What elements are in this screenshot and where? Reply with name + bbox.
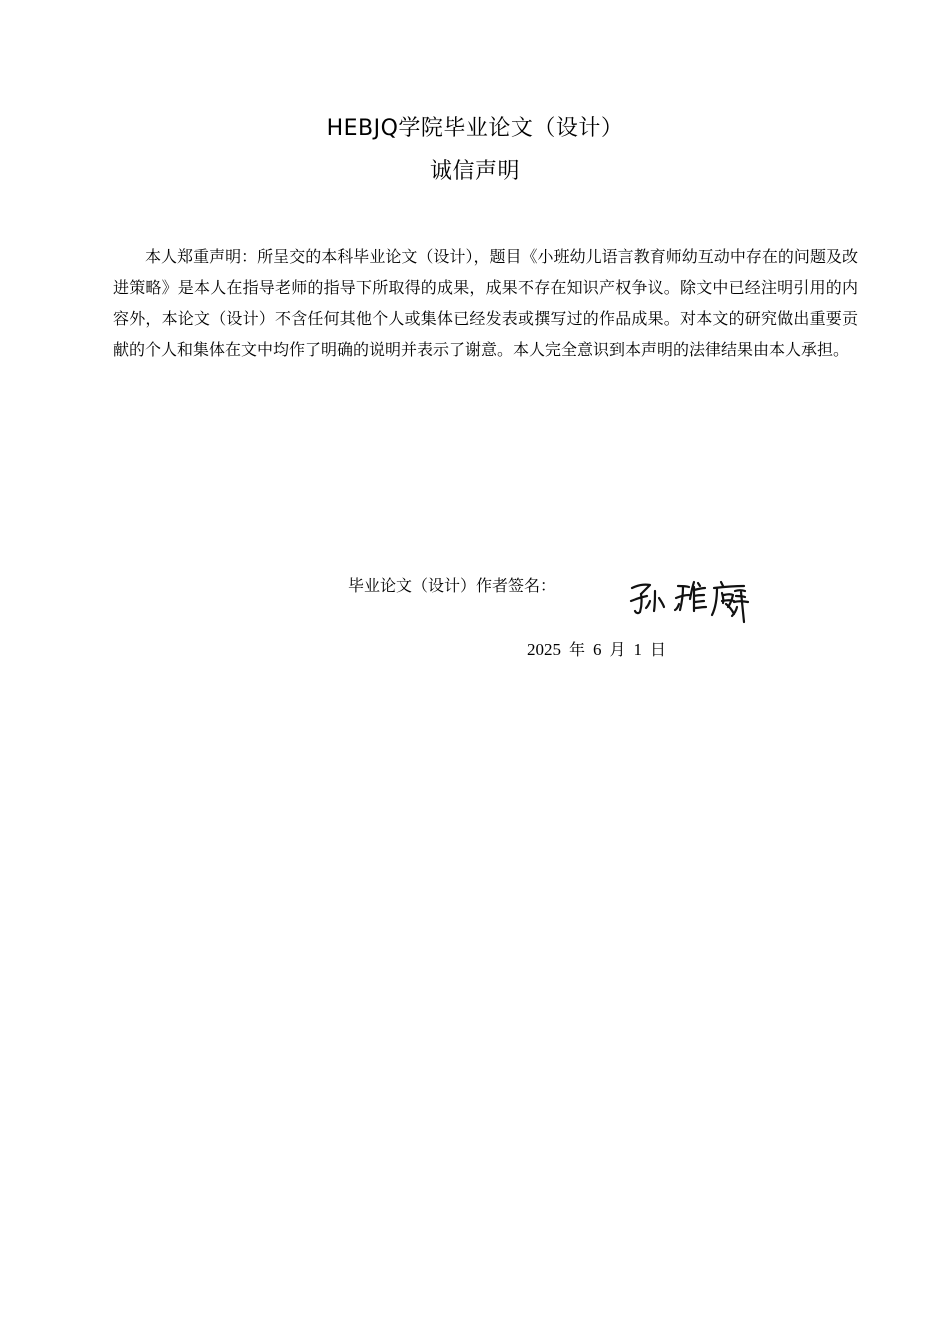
handwritten-signature (628, 574, 762, 626)
date-year: 2025 (527, 640, 561, 659)
document-title: HEBJQ学院毕业论文（设计） (326, 116, 624, 141)
signing-date (527, 636, 666, 664)
date-month: 6 (593, 640, 602, 659)
declaration-paragraph: 本人郑重声明：所呈交的本科毕业论文（设计），题目《小班幼儿语言教育师幼互动中存在的问题及改进策略》是本人在指导老师的指导下所取得的成果，成果不存在知识产权争议。除文中已经注明引用的内容外，本论文（设计）不含任何其他个人或集体已经发表或撰写过的作品成果。对本文的研究做出重要贡献的个人和集体在文中均作了明确的说明并表示了谢意。本人完全意识到本声明的法律结果由本人承担。 (113, 247, 858, 359)
date-month-unit: 月 (609, 640, 626, 659)
date-day-unit: 日 (650, 640, 667, 659)
date-year-unit: 年 (569, 640, 586, 659)
signature-label: 毕业论文（设计）作者签名： (348, 576, 557, 595)
document-subtitle: 诚信声明 (429, 159, 520, 184)
date-day: 1 (633, 640, 643, 659)
